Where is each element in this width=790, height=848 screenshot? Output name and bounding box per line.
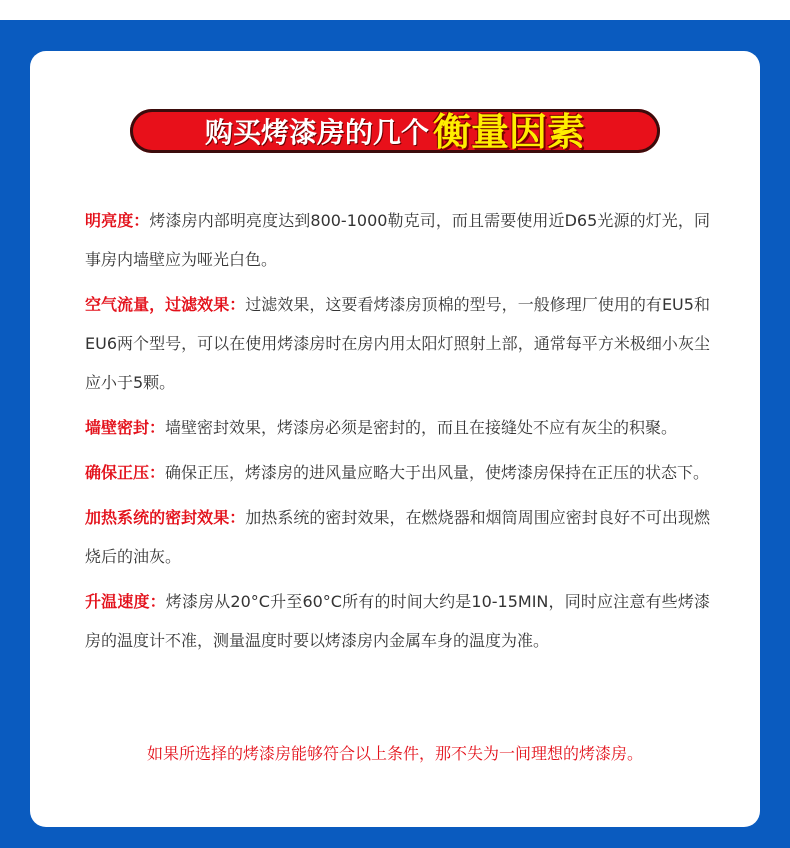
factor-brightness (85, 201, 710, 279)
factor-label: 确保正压： (85, 463, 166, 482)
factor-text: 过滤效果，这要看烤漆房顶棉的型号，一般修理厂使用的有EU5和EU6两个型号，可以在使用烤漆房时在房内用太阳灯照射上部，通常每平方米极细小灰尘应小于5颗。 (85, 295, 710, 392)
factor-label: 升温速度： (85, 592, 166, 611)
factor-positive-pressure (85, 453, 710, 492)
factor-list (85, 201, 710, 666)
factor-label: 明亮度： (85, 211, 150, 230)
factor-text: 烤漆房内部明亮度达到800-1000勒克司，而且需要使用近D65光源的灯光，同事房内墙壁应为哑光白色。 (85, 211, 710, 269)
conclusion-text: 如果所选择的烤漆房能够符合以上条件，那不失为一间理想的烤漆房。 (146, 744, 643, 763)
factor-text: 墙壁密封效果，烤漆房必须是密封的，而且在接缝处不应有灰尘的积聚。 (165, 418, 678, 437)
factor-label: 加热系统的密封效果： (85, 508, 246, 527)
factor-label: 空气流量，过滤效果： (85, 295, 246, 314)
factor-wall-seal (85, 408, 710, 447)
factor-text: 加热系统的密封效果，在燃烧器和烟筒周围应密封良好不可出现燃烧后的油灰。 (85, 508, 710, 566)
factor-text: 确保正压，烤漆房的进风量应略大于出风量，使烤漆房保持在正压的状态下。 (165, 463, 710, 482)
banner-main-text: 购买烤漆房的几个 (204, 116, 429, 149)
factor-text: 烤漆房从20°C升至60°C所有的时间大约是10-15MIN，同时应注意有些烤漆房的温度计不准，测量温度时要以烤漆房内金属车身的温度为准。 (85, 592, 710, 650)
banner-title (130, 109, 660, 153)
blue-frame (0, 20, 790, 848)
factor-heating-seal (85, 498, 710, 576)
banner-highlight-text: 衡量因素 (433, 109, 586, 154)
factor-heating-speed (85, 582, 710, 660)
content-card (30, 51, 760, 827)
title-banner (130, 109, 660, 153)
factor-airflow (85, 285, 710, 402)
factor-label: 墙壁密封： (85, 418, 166, 437)
